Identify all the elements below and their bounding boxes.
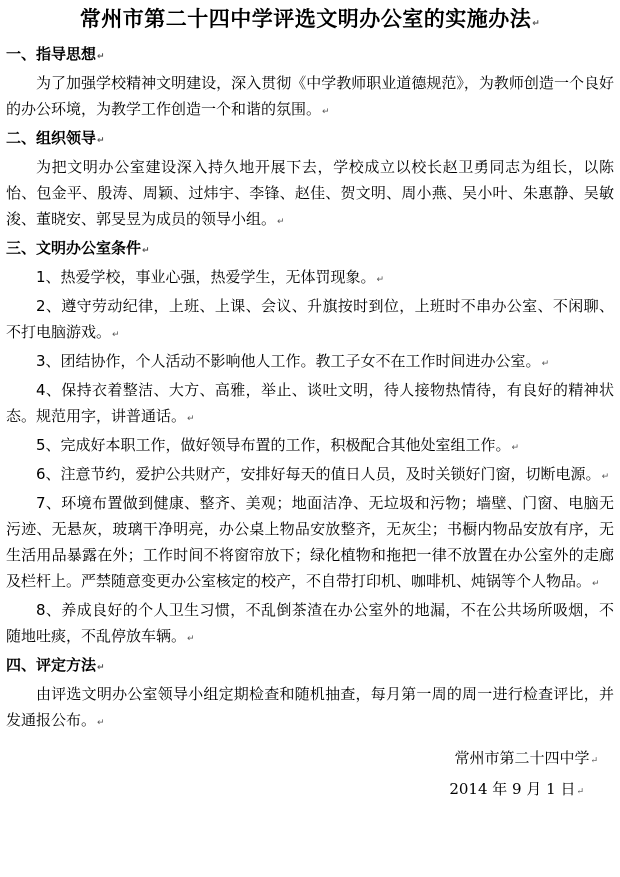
condition-item-8: 8、养成良好的个人卫生习惯，不乱倒茶渣在办公室外的地漏，不在公共场所吸烟，不随地吐痰，不乱停放车辆。 ↵ xyxy=(6,597,614,652)
condition-item-1: 1、热爱学校，事业心强，热爱学生，无体罚现象。 ↵ xyxy=(6,264,614,293)
section-office-conditions xyxy=(6,235,614,652)
paragraph: 为把文明办公室建设深入持久地开展下去，学校成立以校长赵卫勇同志为组长，以陈怡、包金平、殷涛、周颖、过炜宇、李锋、赵佳、贺文明、周小燕、吴小叶、朱惠静、吴敏浚、董晓安、郭旻昱为成员的领导小组。 ↵ xyxy=(6,154,614,235)
condition-item-2: 2、遵守劳动纪律，上班、上课、会议、升旗按时到位，上班时不串办公室、不闲聊、不打电脑游戏。 ↵ xyxy=(6,293,614,348)
section-heading: 二、组织领导 ↵ xyxy=(6,125,614,154)
section-heading: 三、文明办公室条件 ↵ xyxy=(6,235,614,264)
section-heading: 一、指导思想 ↵ xyxy=(6,41,614,70)
condition-item-6: 6、注意节约，爱护公共财产，安排好每天的值日人员，及时关锁好门窗，切断电源。 ↵ xyxy=(6,461,614,490)
condition-item-7: 7、环境布置做到健康、整齐、美观；地面洁净、无垃圾和污物；墙壁、门窗、电脑无污迹、无悬灰，玻璃干净明亮，办公桌上物品安放整齐，无灰尘；书橱内物品安放有序，无生活用品暴露在外；工作时间不将窗帘放下；绿化植物和拖把一律不放置在办公室外的走廊及栏杆上。严禁随意变更办公室核定的校产，不自带打印机、咖啡机、炖锅等个人物品。 ↵ xyxy=(6,490,614,597)
condition-item-4: 4、保持衣着整洁、大方、高雅，举止、谈吐文明，待人接物热情待，有良好的精神状态。规范用字，讲普通话。 ↵ xyxy=(6,377,614,432)
signature-block xyxy=(6,744,614,806)
condition-item-5: 5、完成好本职工作，做好领导布置的工作，积极配合其他处室组工作。 ↵ xyxy=(6,432,614,461)
paragraph: 由评选文明办公室领导小组定期检查和随机抽查，每月第一周的周一进行检查评比，并发通报公布。 ↵ xyxy=(6,681,614,736)
signature-organization: 常州市第二十四中学 ↵ xyxy=(6,744,614,775)
page-title: 常州市第二十四中学评选文明办公室的实施办法 ↵ xyxy=(6,4,614,39)
section-guiding-ideology xyxy=(6,41,614,125)
signature-date: 2014 年 9 月 1 日 ↵ xyxy=(6,775,614,806)
paragraph: 为了加强学校精神文明建设，深入贯彻《中学教师职业道德规范》，为教师创造一个良好的办公环境，为教学工作创造一个和谐的氛围。 ↵ xyxy=(6,70,614,125)
section-heading: 四、评定方法 ↵ xyxy=(6,652,614,681)
section-organization-leadership xyxy=(6,125,614,235)
condition-item-3: 3、团结协作，个人活动不影响他人工作。教工子女不在工作时间进办公室。 ↵ xyxy=(6,348,614,377)
section-evaluation-method xyxy=(6,652,614,736)
